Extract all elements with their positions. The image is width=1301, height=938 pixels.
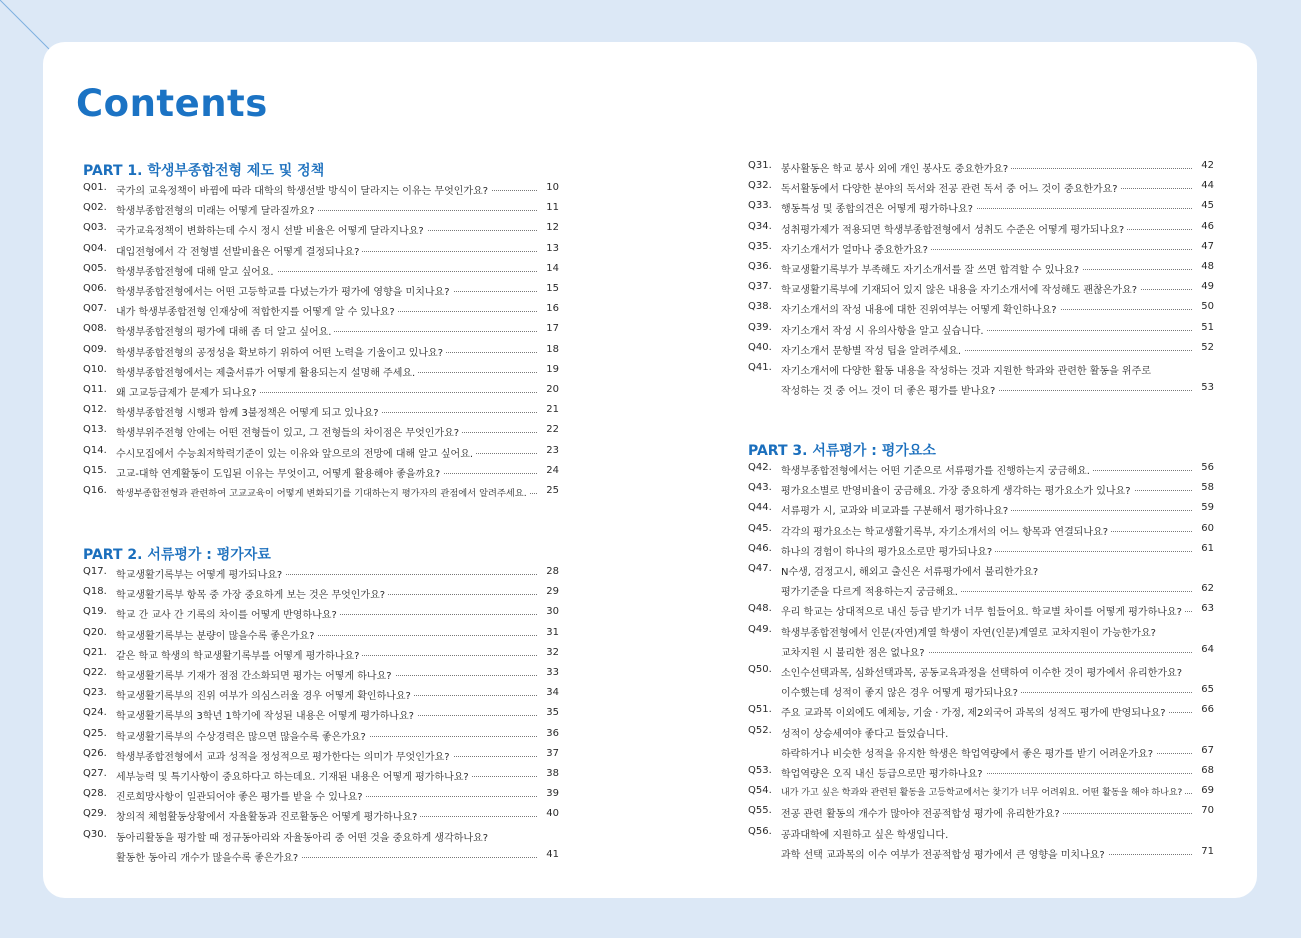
question-number: Q31. xyxy=(748,160,772,171)
toc-entry[interactable] xyxy=(83,627,559,647)
page-number: 32 xyxy=(546,646,559,658)
toc-entry[interactable] xyxy=(83,728,559,748)
toc-entry[interactable] xyxy=(748,603,1214,623)
toc-entry[interactable] xyxy=(748,502,1214,522)
toc-entry[interactable] xyxy=(83,485,559,505)
question-text: 학교생활기록부에 기재되어 있지 않은 내용을 자기소개서에 작성해도 괜찮은가요? xyxy=(781,281,1140,296)
question-text: 서류평가 시, 교과와 비교과를 구분해서 평가하나요? xyxy=(781,502,1011,517)
question-text: 학교생활기록부는 분량이 많을수록 좋은가요? xyxy=(116,627,317,642)
question-number: Q48. xyxy=(748,603,772,615)
question-number: Q20. xyxy=(83,626,107,638)
toc-entry[interactable] xyxy=(748,482,1214,502)
toc-entry[interactable] xyxy=(748,846,1214,866)
question-text: 자기소개서에 다양한 활동 내용을 작성하는 것과 지원한 학과와 관련한 활동을 위주로 xyxy=(781,362,1154,377)
page-number: 10 xyxy=(546,182,559,193)
toc-entry[interactable] xyxy=(748,644,1214,664)
question-number: Q44. xyxy=(748,502,772,514)
page-title: Contents xyxy=(76,82,268,125)
question-text: N수생, 검정고시, 해외고 출신은 서류평가에서 불리한가요? xyxy=(781,563,1041,578)
question-text: 수시모집에서 수능최저학력기준이 있는 이유와 앞으로의 전망에 대해 알고 싶어요. xyxy=(116,445,476,460)
question-number: Q18. xyxy=(83,586,107,598)
toc-entry[interactable] xyxy=(748,725,1214,745)
question-number: Q28. xyxy=(83,788,107,800)
question-text: 자기소개서가 얼마나 중요한가요? xyxy=(781,241,931,256)
page-number: 41 xyxy=(546,848,559,860)
question-number: Q55. xyxy=(748,805,772,817)
question-number: Q08. xyxy=(83,323,107,335)
question-text: 국가교육정책이 변화하는데 수시 정시 선발 비율은 어떻게 달라지나요? xyxy=(116,222,427,237)
page-number: 21 xyxy=(546,404,559,416)
toc-entry[interactable] xyxy=(748,180,1214,200)
question-text: 왜 고교등급제가 문제가 되나요? xyxy=(116,384,259,399)
question-text: 학생부위주전형 안에는 어떤 전형들이 있고, 그 전형들의 차이점은 무엇인가요? xyxy=(116,424,462,439)
question-text: 학교생활기록부의 진위 여부가 의심스러울 경우 어떻게 확인하나요? xyxy=(116,687,414,702)
question-text: 학생부종합전형의 미래는 어떻게 달라질까요? xyxy=(116,202,317,217)
toc-entry[interactable] xyxy=(748,200,1214,220)
toc-entry[interactable] xyxy=(83,465,559,485)
question-text: 내가 학생부종합전형 인재상에 적합한지를 어떻게 알 수 있나요? xyxy=(116,303,398,318)
page-number: 61 xyxy=(1201,542,1214,554)
question-text: 성적이 상승세여야 좋다고 들었습니다. xyxy=(781,725,951,740)
question-number: Q52. xyxy=(748,724,772,736)
question-text: 학생부종합전형에서 인문(자연)계열 학생이 자연(인문)계열로 교차지원이 가능한가요? xyxy=(781,624,1159,639)
toc-entry[interactable] xyxy=(83,849,559,869)
toc-entry[interactable] xyxy=(83,424,559,444)
question-number: Q38. xyxy=(748,301,772,313)
page-number: 37 xyxy=(546,747,559,759)
question-number: Q53. xyxy=(748,765,772,776)
toc-entry[interactable] xyxy=(748,664,1214,684)
question-text: 국가의 교육정책이 바뀜에 따라 대학의 학생선발 방식이 달라지는 이유는 무엇인가요? xyxy=(116,182,491,197)
question-text: 하나의 경험이 하나의 평가요소로만 평가되나요? xyxy=(781,543,995,558)
question-text: 학생부종합전형에서는 어떤 기준으로 서류평가를 진행하는지 궁금해요. xyxy=(781,462,1093,477)
part-heading: PART 1. 학생부종합전형 제도 및 정책 xyxy=(83,163,325,179)
question-text: 학교생활기록부 항목 중 가장 중요하게 보는 것은 무엇인가요? xyxy=(116,586,388,601)
question-number: Q54. xyxy=(748,785,772,797)
page-number: 19 xyxy=(546,363,559,375)
page-number: 12 xyxy=(546,222,559,234)
question-text: 내가 가고 싶은 학과와 관련된 활동을 고등학교에서는 찾기가 너무 어려워요. 어떤 활동을 해야 하나요? xyxy=(781,785,1185,798)
question-text: 학교생활기록부의 3학년 1학기에 작성된 내용은 어떻게 평가하나요? xyxy=(116,707,417,722)
toc-entry[interactable] xyxy=(748,805,1214,825)
page-number: 42 xyxy=(1201,160,1214,171)
question-text: 우리 학교는 상대적으로 내신 등급 받기가 너무 힘들어요. 학교별 차이를 어떻게 평가하나요? xyxy=(781,603,1185,618)
page-number: 47 xyxy=(1201,240,1214,252)
question-number: Q51. xyxy=(748,704,772,716)
question-number: Q39. xyxy=(748,321,772,333)
question-text: 행동특성 및 종합의견은 어떻게 평가하나요? xyxy=(781,200,976,215)
question-text: 학생부종합전형에서는 제출서류가 어떻게 활용되는지 설명해 주세요. xyxy=(116,364,418,379)
question-number: Q25. xyxy=(83,727,107,739)
question-text: 자기소개서 작성 시 유의사항을 알고 싶습니다. xyxy=(781,322,987,337)
page-number: 66 xyxy=(1201,704,1214,716)
toc-entry[interactable] xyxy=(748,563,1214,583)
page-number: 46 xyxy=(1201,220,1214,232)
question-text: 학생부종합전형의 공정성을 확보하기 위하여 어떤 노력을 기울이고 있나요? xyxy=(116,344,446,359)
question-number: Q36. xyxy=(748,261,772,272)
question-text: 성취평가제가 적용되면 학생부종합전형에서 성취도 수준은 어떻게 평가되나요? xyxy=(781,221,1127,236)
question-text: 진로희망사항이 일관되어야 좋은 평가를 받을 수 있나요? xyxy=(116,788,366,803)
toc-entry[interactable] xyxy=(748,221,1214,241)
page-number: 18 xyxy=(546,343,559,355)
question-number: Q13. xyxy=(83,424,107,436)
page-number: 14 xyxy=(546,262,559,274)
question-text: 이수했는데 성적이 좋지 않은 경우 어떻게 평가되나요? xyxy=(781,684,1021,699)
question-number: Q43. xyxy=(748,482,772,494)
page-number: 39 xyxy=(546,788,559,800)
question-number: Q46. xyxy=(748,542,772,554)
page-number: 17 xyxy=(546,323,559,335)
question-number: Q19. xyxy=(83,606,107,618)
page-number: 24 xyxy=(546,464,559,476)
page-number: 53 xyxy=(1201,382,1214,394)
toc-entry[interactable] xyxy=(748,745,1214,765)
page-number: 59 xyxy=(1201,502,1214,514)
question-number: Q29. xyxy=(83,808,107,820)
question-number: Q40. xyxy=(748,341,772,353)
question-text: 학생부종합전형에 대해 알고 싶어요. xyxy=(116,263,277,278)
question-text: 학생부종합전형의 평가에 대해 좀 더 알고 싶어요. xyxy=(116,323,334,338)
question-number: Q17. xyxy=(83,566,107,577)
page-number: 29 xyxy=(546,586,559,598)
part-heading: PART 2. 서류평가 : 평가자료 xyxy=(83,547,271,563)
page-number: 65 xyxy=(1201,684,1214,696)
page-number: 49 xyxy=(1201,281,1214,293)
toc-entry[interactable] xyxy=(83,222,559,242)
page-number: 16 xyxy=(546,303,559,315)
toc-entry[interactable] xyxy=(83,344,559,364)
question-number: Q34. xyxy=(748,220,772,232)
page-number: 62 xyxy=(1201,583,1214,595)
question-text: 과학 선택 교과목의 이수 여부가 전공적합성 평가에서 큰 영향을 미치나요? xyxy=(781,846,1108,861)
question-text: 하락하거나 비슷한 성적을 유지한 학생은 학업역량에서 좋은 평가를 받기 어려운가요? xyxy=(781,745,1156,760)
question-number: Q56. xyxy=(748,825,772,837)
question-text: 학교생활기록부 기재가 점점 간소화되면 평가는 어떻게 하나요? xyxy=(116,667,395,682)
question-number: Q21. xyxy=(83,646,107,658)
page-number: 51 xyxy=(1201,321,1214,333)
page-number: 25 xyxy=(546,485,559,496)
toc-entry[interactable] xyxy=(748,543,1214,563)
toc-entry[interactable] xyxy=(83,323,559,343)
toc-entry[interactable] xyxy=(83,202,559,222)
page-number: 35 xyxy=(546,707,559,719)
toc-entry[interactable] xyxy=(748,765,1214,785)
toc-entry[interactable] xyxy=(748,301,1214,321)
question-text: 소인수선택과목, 심화선택과목, 공동교육과정을 선택하여 이수한 것이 평가에서 유리한가요? xyxy=(781,664,1185,679)
question-text: 학생부종합전형에서는 어떤 고등학교를 다녔는가가 평가에 영향을 미치나요? xyxy=(116,283,453,298)
question-text: 활동한 동아리 개수가 많을수록 좋은가요? xyxy=(116,849,301,864)
question-text: 교차지원 시 불리한 점은 없나요? xyxy=(781,644,928,659)
toc-entry[interactable] xyxy=(83,445,559,465)
toc-entry[interactable] xyxy=(83,263,559,283)
toc-entry[interactable] xyxy=(83,788,559,808)
question-number: Q49. xyxy=(748,623,772,635)
question-number: Q45. xyxy=(748,522,772,534)
question-text: 학생부종합전형 시행과 함께 3불정책은 어떻게 되고 있나요? xyxy=(116,404,382,419)
question-text: 고교-대학 연계활동이 도입된 이유는 무엇이고, 어떻게 활용해야 좋을까요? xyxy=(116,465,443,480)
question-text: 봉사활동은 학교 봉사 외에 개인 봉사도 중요한가요? xyxy=(781,160,1011,175)
page-number: 34 xyxy=(546,687,559,699)
toc-entry[interactable] xyxy=(83,748,559,768)
question-text: 동아리활동을 평가할 때 정규동아리와 자율동아리 중 어떤 것을 중요하게 생각하나요? xyxy=(116,829,491,844)
toc-entry[interactable] xyxy=(83,667,559,687)
page-number: 28 xyxy=(546,566,559,577)
toc-entry[interactable] xyxy=(748,241,1214,261)
question-text: 학생부종합전형에서 교과 성적을 정성적으로 평가한다는 의미가 무엇인가요? xyxy=(116,748,453,763)
page-number: 45 xyxy=(1201,200,1214,212)
question-text: 평가요소별로 반영비율이 궁금해요. 가장 중요하게 생각하는 평가요소가 있나요? xyxy=(781,482,1134,497)
question-number: Q14. xyxy=(83,444,107,456)
toc-entry[interactable] xyxy=(748,583,1214,603)
question-number: Q37. xyxy=(748,281,772,293)
toc-entry[interactable] xyxy=(83,364,559,384)
toc-entry[interactable] xyxy=(748,322,1214,342)
toc-entry[interactable] xyxy=(83,384,559,404)
toc-entry[interactable] xyxy=(83,243,559,263)
toc-entry[interactable] xyxy=(83,404,559,424)
toc-entry[interactable] xyxy=(83,687,559,707)
question-number: Q50. xyxy=(748,664,772,675)
question-number: Q15. xyxy=(83,464,107,476)
page-number: 44 xyxy=(1201,180,1214,192)
toc-entry[interactable] xyxy=(748,362,1214,382)
toc-entry[interactable] xyxy=(748,523,1214,543)
question-text: 학생부종합전형과 관련하여 고교교육이 어떻게 변화되기를 기대하는지 평가자의 관점에서 알려주세요. xyxy=(116,485,530,499)
question-number: Q41. xyxy=(748,362,772,373)
question-text: 전공 관련 활동의 개수가 많아야 전공적합성 평가에 유리한가요? xyxy=(781,805,1063,820)
question-number: Q02. xyxy=(83,202,107,214)
question-text: 공과대학에 지원하고 싶은 학생입니다. xyxy=(781,826,951,841)
question-number: Q23. xyxy=(83,687,107,699)
question-number: Q32. xyxy=(748,180,772,192)
question-text: 학업역량은 오직 내신 등급으로만 평가하나요? xyxy=(781,765,986,780)
toc-entry[interactable] xyxy=(748,704,1214,724)
toc-entry[interactable] xyxy=(83,182,559,202)
toc-entry[interactable] xyxy=(748,462,1214,482)
page-number: 11 xyxy=(546,202,559,214)
page-number: 56 xyxy=(1201,462,1214,473)
question-text: 작성하는 것 중 어느 것이 더 좋은 평가를 받나요? xyxy=(781,382,998,397)
question-number: Q27. xyxy=(83,768,107,779)
page-number: 50 xyxy=(1201,301,1214,313)
toc-entry[interactable] xyxy=(748,281,1214,301)
question-text: 학교생활기록부는 어떻게 평가되나요? xyxy=(116,566,285,581)
toc-entry[interactable] xyxy=(83,647,559,667)
question-number: Q10. xyxy=(83,363,107,375)
toc-entry[interactable] xyxy=(83,768,559,788)
toc-entry[interactable] xyxy=(748,342,1214,362)
page-number: 30 xyxy=(546,606,559,618)
question-number: Q11. xyxy=(83,384,107,395)
page-number: 23 xyxy=(546,444,559,456)
question-number: Q24. xyxy=(83,707,107,719)
toc-entry[interactable] xyxy=(83,586,559,606)
page-number: 63 xyxy=(1201,603,1214,615)
page-number: 71 xyxy=(1201,845,1214,857)
question-text: 평가기준을 다르게 적용하는지 궁금해요. xyxy=(781,583,961,598)
page-number: 68 xyxy=(1201,765,1214,776)
question-number: Q06. xyxy=(83,283,107,294)
question-text: 각각의 평가요소는 학교생활기록부, 자기소개서의 어느 항목과 연결되나요? xyxy=(781,523,1111,538)
page-number: 67 xyxy=(1201,744,1214,756)
toc-entry[interactable] xyxy=(83,829,559,849)
page-number: 70 xyxy=(1201,805,1214,817)
toc-entry[interactable] xyxy=(748,826,1214,846)
page-number: 38 xyxy=(546,768,559,779)
question-number: Q01. xyxy=(83,182,107,193)
question-text: 주요 교과목 이외에도 예체능, 기술 · 가정, 제2외국어 과목의 성적도 평가에 반영되나요? xyxy=(781,704,1169,719)
page-number: 69 xyxy=(1201,785,1214,797)
question-number: Q03. xyxy=(83,222,107,234)
page-number: 52 xyxy=(1201,341,1214,353)
page-number: 20 xyxy=(546,384,559,395)
question-text: 학교 간 교사 간 기록의 차이를 어떻게 반영하나요? xyxy=(116,606,340,621)
page-number: 40 xyxy=(546,808,559,820)
page-number: 60 xyxy=(1201,522,1214,534)
page-number: 22 xyxy=(546,424,559,436)
question-number: Q16. xyxy=(83,485,107,496)
toc-entry[interactable] xyxy=(83,566,559,586)
question-number: Q04. xyxy=(83,242,107,254)
page-number: 13 xyxy=(546,242,559,254)
toc-entry[interactable] xyxy=(748,624,1214,644)
page-number: 15 xyxy=(546,283,559,294)
question-text: 세부능력 및 특기사항이 중요하다고 하는데요. 기재된 내용은 어떻게 평가하나요? xyxy=(116,768,472,783)
question-number: Q05. xyxy=(83,262,107,274)
question-number: Q42. xyxy=(748,462,772,473)
page-number: 36 xyxy=(546,727,559,739)
question-number: Q26. xyxy=(83,747,107,759)
toc-entry[interactable] xyxy=(83,808,559,828)
question-text: 학교생활기록부가 부족해도 자기소개서를 잘 쓰면 합격할 수 있나요? xyxy=(781,261,1082,276)
question-number: Q09. xyxy=(83,343,107,355)
toc-entry[interactable] xyxy=(748,261,1214,281)
toc-entry[interactable] xyxy=(748,160,1214,180)
question-text: 자기소개서 문항별 작성 팁을 알려주세요. xyxy=(781,342,964,357)
toc-entry[interactable] xyxy=(83,606,559,626)
question-number: Q47. xyxy=(748,563,772,574)
toc-entry[interactable] xyxy=(83,707,559,727)
question-text: 학교생활기록부의 수상경력은 많으면 많을수록 좋은가요? xyxy=(116,728,369,743)
page-number: 58 xyxy=(1201,482,1214,494)
contents-page xyxy=(43,42,1257,898)
question-text: 대입전형에서 각 전형별 선발비율은 어떻게 결정되나요? xyxy=(116,243,362,258)
part-heading: PART 3. 서류평가 : 평가요소 xyxy=(748,443,936,459)
toc-entry[interactable] xyxy=(83,303,559,323)
question-number: Q33. xyxy=(748,200,772,212)
question-text: 독서활동에서 다양한 분야의 독서와 전공 관련 독서 중 어느 것이 중요한가요? xyxy=(781,180,1121,195)
question-text: 자기소개서의 작성 내용에 대한 진위여부는 어떻게 확인하나요? xyxy=(781,301,1060,316)
question-number: Q22. xyxy=(83,667,107,678)
toc-entry[interactable] xyxy=(748,785,1214,805)
question-number: Q07. xyxy=(83,303,107,315)
question-number: Q30. xyxy=(83,828,107,840)
page-number: 48 xyxy=(1201,261,1214,272)
toc-entry[interactable] xyxy=(748,382,1214,402)
question-number: Q35. xyxy=(748,240,772,252)
question-number: Q12. xyxy=(83,404,107,416)
question-text: 창의적 체험활동상황에서 자율활동과 진로활동은 어떻게 평가하나요? xyxy=(116,808,420,823)
page-number: 31 xyxy=(546,626,559,638)
question-text: 같은 학교 학생의 학교생활기록부를 어떻게 평가하나요? xyxy=(116,647,362,662)
page-number: 33 xyxy=(546,667,559,678)
toc-entry[interactable] xyxy=(748,684,1214,704)
page-number: 64 xyxy=(1201,643,1214,655)
toc-entry[interactable] xyxy=(83,283,559,303)
